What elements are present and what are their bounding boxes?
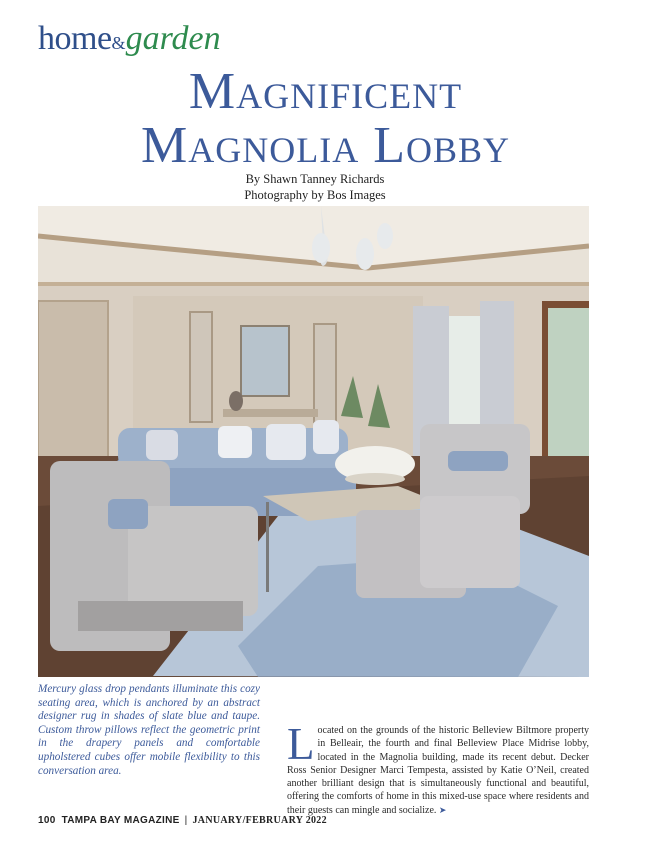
section-home-text: home [38,20,112,57]
footer-separator: | [184,815,188,826]
issue-date: JANUARY/FEBRUARY 2022 [192,815,327,826]
article-title-line-2: Magnolia Lobby [141,117,510,174]
continue-arrow-icon: ➤ [438,804,447,815]
magazine-name: TAMPA BAY MAGAZINE [61,815,180,826]
article-body [287,719,589,817]
author-byline: By Shawn Tanney Richards [245,172,385,186]
photo-credit: Photography by Bos Images [244,188,386,202]
article-text: ocated on the grounds of the historic Belleview Biltmore property in Belleair, the fourth and final Belleview Place Midrise lobby, located in the Magnolia building, made its recent debut. Decker Ross Senior Designer Marci Tempesta, assisted by Katie O’Neil, created another brilliant design that is simultaneously functional and beautiful, offering the comforts of home in this mixed-use space where residents and their guests can mingle and socialize. [287,725,589,816]
article-title-line-1: Magnificent [188,63,463,120]
page-footer [38,815,327,826]
lobby-photo [38,206,589,677]
page-number: 100 [38,815,56,826]
section-garden-text: garden [125,20,221,57]
drop-cap: L [287,719,315,769]
photo-caption: Mercury glass drop pendants illuminate this cozy seating area, which is anchored by an abstract designer rug in shades of slate blue and taupe. Custom throw pillows reflect the geometric print in the drapery panels and comfortable upholstered cubes offer mobile flexibility to this conversation area. [38,683,260,777]
section-label [38,20,221,64]
section-ampersand: & [111,33,126,53]
